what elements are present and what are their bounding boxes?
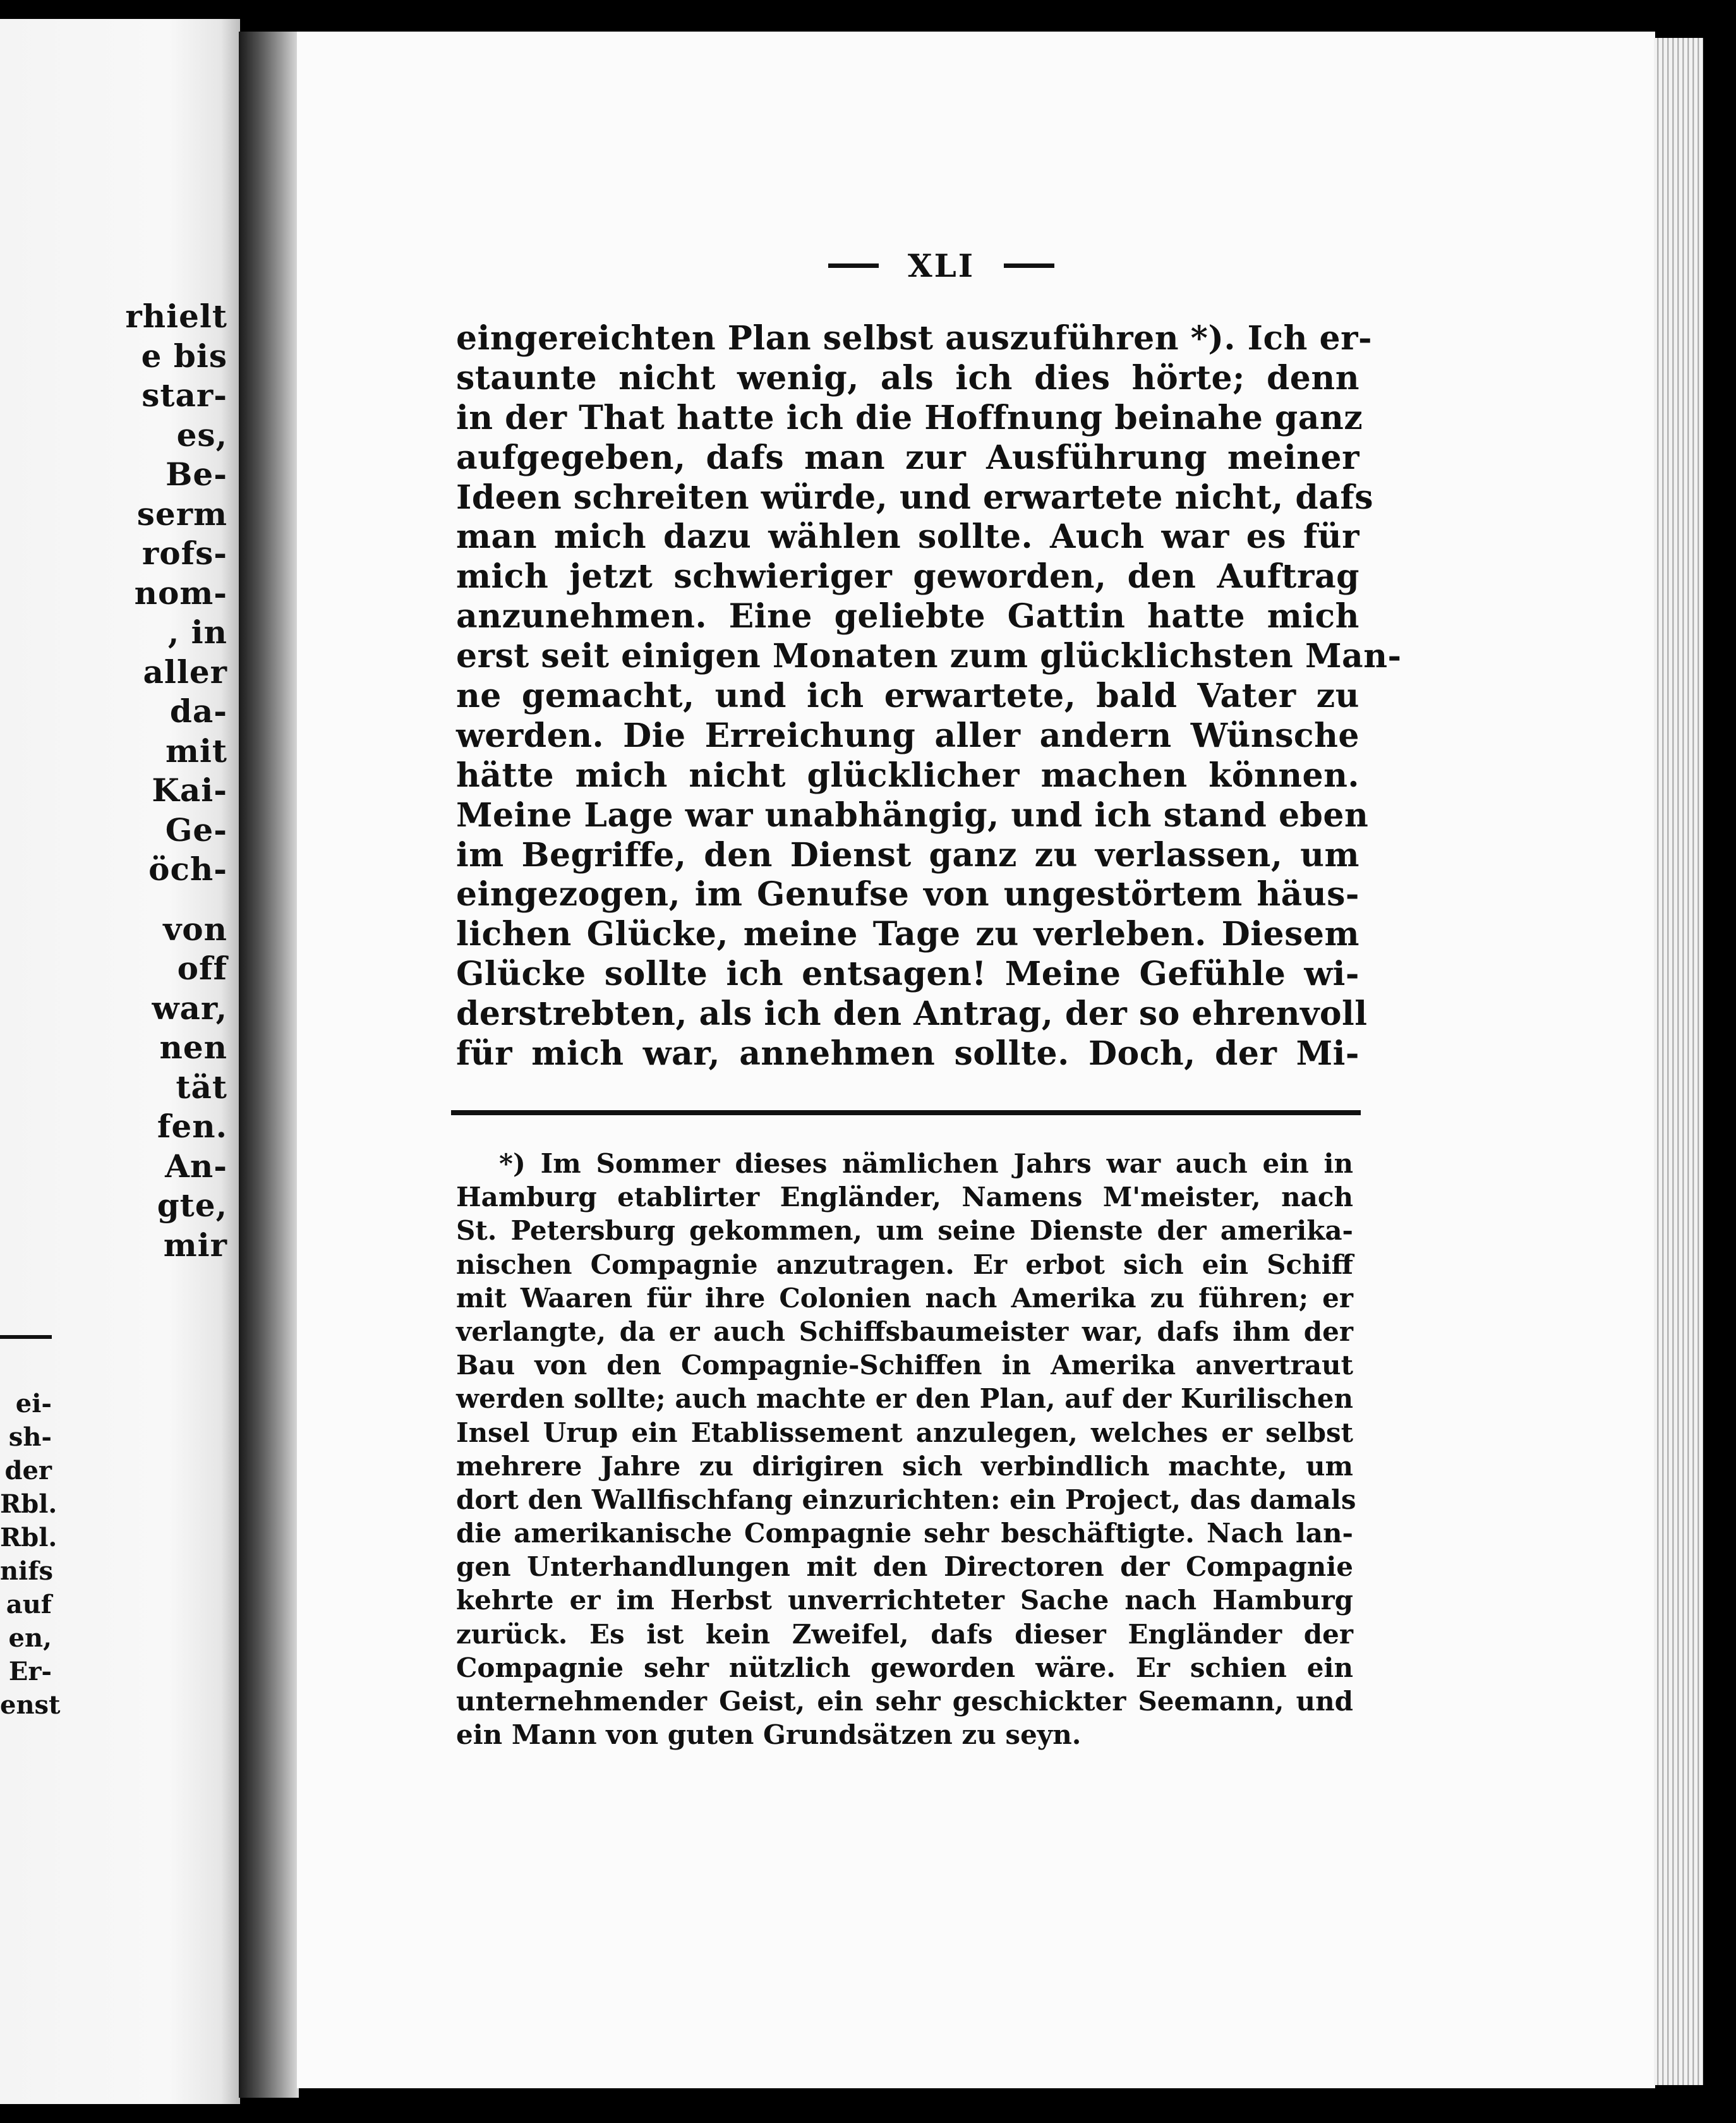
footnote <box>456 1147 1356 1751</box>
left-page-line: fen. <box>157 1108 227 1145</box>
left-page-line: e bis <box>141 337 227 375</box>
body-line: eingereichten Plan selbst auszuführen *). Ich er- <box>456 319 1373 358</box>
body-line: Ideen schreiten würde, und erwartete nicht, dafs <box>456 478 1374 517</box>
footnote-rule <box>451 1110 1361 1115</box>
left-page-note-line: Rbl. <box>0 1489 57 1519</box>
left-page-line: off <box>177 950 227 987</box>
body-line: staunte nicht wenig, als ich dies hörte; denn <box>456 358 1359 397</box>
page-number: XLI <box>907 246 975 284</box>
body-text <box>456 319 1402 1074</box>
body-line: in der That hatte ich die Hoffnung beinahe ganz <box>456 398 1363 437</box>
left-page-line: mit <box>166 732 227 770</box>
body-line: lichen Glücke, meine Tage zu verleben. Diesem <box>456 915 1359 954</box>
left-page-note-line: sh- <box>8 1422 52 1452</box>
footnote-line: werden sollte; auch machte er den Plan, auf der Kurilischen <box>456 1383 1353 1415</box>
page-header <box>799 243 1083 287</box>
footnote-line: mehrere Jahre zu dirigiren sich verbindlich machte, um <box>456 1450 1353 1482</box>
left-page-line: , in <box>167 614 227 651</box>
left-page-note-line: enst <box>0 1690 61 1720</box>
body-line: eingezogen, im Genufse von ungestörtem häus- <box>456 875 1359 914</box>
footnote-line: Insel Urup ein Etablissement anzulegen, welches er selbst <box>456 1417 1353 1448</box>
footnote-line: verlangte, da er auch Schiffsbaumeister war, dafs ihm der <box>456 1316 1353 1347</box>
left-page-note-line: nifs <box>0 1556 54 1586</box>
footnote-line: zurück. Es ist kein Zweifel, dafs dieser Engländer der <box>456 1618 1353 1650</box>
left-page-note-line: auf <box>6 1590 52 1619</box>
left-footnote-rule <box>0 1335 52 1339</box>
footnote-line: unternehmender Geist, ein sehr geschickter Seemann, und <box>456 1686 1353 1717</box>
body-line: erst seit einigen Monaten zum glücklichsten Man- <box>456 637 1402 676</box>
footnote-line: die amerikanische Compagnie sehr beschäftigte. Nach lan- <box>456 1518 1353 1549</box>
left-page-line: gte, <box>157 1187 227 1224</box>
book-gutter <box>239 32 299 2098</box>
left-page-note-line: ei- <box>15 1389 52 1418</box>
left-page-line: rofs- <box>142 535 227 572</box>
footnote-line: *) Im Sommer dieses nämlichen Jahrs war auch ein in <box>499 1148 1353 1179</box>
left-page-line: nom- <box>134 574 227 612</box>
left-page-line: nen <box>159 1029 227 1066</box>
footnote-line: St. Petersburg gekommen, um seine Dienste der amerika- <box>456 1215 1353 1247</box>
body-line: mich jetzt schwieriger geworden, den Auftrag <box>456 557 1359 596</box>
footnote-line: Bau von den Compagnie-Schiffen in Amerika anvertraut <box>456 1350 1353 1381</box>
body-line: Meine Lage war unabhängig, und ich stand eben <box>456 795 1369 835</box>
body-line: für mich war, annehmen sollte. Doch, der Mi- <box>456 1034 1359 1074</box>
left-page-fragment <box>0 19 240 2104</box>
left-page-note-line: Rbl. <box>0 1523 57 1552</box>
left-page-note-line: Er- <box>8 1657 52 1686</box>
body-line: anzunehmen. Eine geliebte Gattin hatte mich <box>456 597 1359 636</box>
left-page-line: tät <box>176 1068 227 1106</box>
left-page-line: Kai- <box>152 771 227 809</box>
left-page-text <box>0 297 227 1265</box>
left-page-line: aller <box>143 653 227 691</box>
left-page-footnote <box>0 1387 61 1722</box>
header-dash-left <box>828 263 879 268</box>
footnote-line: nischen Compagnie anzutragen. Er erbot sich ein Schiff <box>456 1249 1353 1280</box>
body-line: ne gemacht, und ich erwartete, bald Vater zu <box>456 677 1359 716</box>
footnote-line: Compagnie sehr nützlich geworden wäre. Er schien ein <box>456 1652 1353 1683</box>
left-page-line: mir <box>163 1226 227 1264</box>
left-page-note-line: der <box>4 1456 52 1485</box>
footnote-line: kehrte er im Herbst unverrichteter Sache nach Hamburg <box>456 1585 1353 1616</box>
left-page-line: es, <box>176 416 227 454</box>
header-dash-right <box>1004 263 1054 268</box>
body-line: werden. Die Erreichung aller andern Wünsche <box>456 716 1359 755</box>
footnote-line: Hamburg etablirter Engländer, Namens M'meister, nach <box>456 1182 1353 1213</box>
left-page-note-line: en, <box>8 1623 52 1653</box>
left-page-line: da- <box>169 693 227 730</box>
body-line: derstrebten, als ich den Antrag, der so ehrenvoll <box>456 995 1368 1034</box>
footnote-line: ein Mann von guten Grundsätzen zu seyn. <box>456 1719 1082 1751</box>
left-page-line: war, <box>152 989 227 1027</box>
left-page-line: Be- <box>166 456 227 493</box>
left-page-line: von <box>163 910 227 948</box>
page-edges <box>1654 38 1703 2085</box>
footnote-line: dort den Wallfischfang einzurichten: ein Project, das damals <box>456 1484 1356 1515</box>
left-page-line: An- <box>165 1147 227 1185</box>
body-line: hätte mich nicht glücklicher machen können. <box>456 756 1359 795</box>
left-page-line: öch- <box>148 850 227 888</box>
left-page-line: Ge- <box>165 811 227 849</box>
left-page-line: serm <box>136 495 227 533</box>
left-page-line: rhielt <box>125 298 227 335</box>
body-line: aufgegeben, dafs man zur Ausführung meiner <box>456 438 1359 477</box>
body-line: im Begriffe, den Dienst ganz zu verlassen, um <box>456 835 1359 874</box>
left-page-line: star- <box>142 377 227 414</box>
body-line: Glücke sollte ich entsagen! Meine Gefühle wi- <box>456 955 1359 994</box>
footnote-line: mit Waaren für ihre Colonien nach Amerika zu führen; er <box>456 1282 1353 1314</box>
body-line: man mich dazu wählen sollte. Auch war es für <box>456 517 1359 557</box>
footnote-line: gen Unterhandlungen mit den Directoren der Compagnie <box>456 1551 1353 1583</box>
